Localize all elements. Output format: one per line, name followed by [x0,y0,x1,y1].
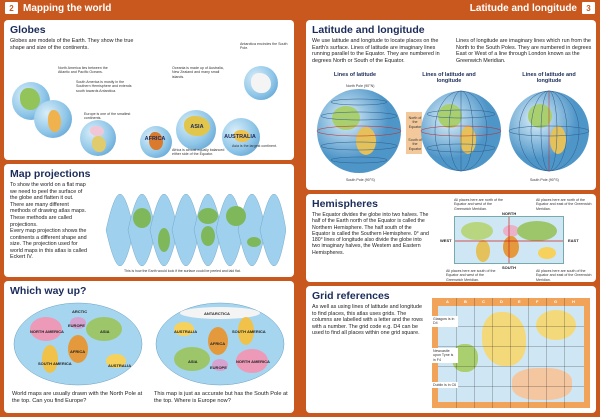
south-pole-label-1: South Pole (90°S) [346,178,375,182]
whichway-panel [4,281,294,413]
grid-col-a: A [446,299,449,304]
projections-text-1: To show the world on a flat map we need to peel the surface of the globe and flatten it out. There are many different methods of drawing atlas maps. These methods are called projections. [10,182,87,228]
grid-col-h: H [572,299,575,304]
gridref-panel [306,286,596,413]
map2-label-australia: AUSTRALIA [174,329,198,334]
globe-europe [80,120,116,156]
projections-text-2: Every map projection shows the continents a different shape and size. The projection used for world maps in this atlas is called Eckert IV. [10,228,87,261]
grid-note-newcastle: Newcastle upon Tyne is in F4 [432,348,458,363]
grid-col-g: G [554,299,558,304]
grid-map-land-europe [512,368,572,400]
hemi-sw-note: All places here are south of the Equator and west of the Greenwich Meridian. [446,269,496,282]
right-header-title: Latitude and longitude [469,2,577,14]
gridref-title: Grid references [312,290,390,302]
left-header [0,0,300,16]
whichway-text-1: World maps are usually drawn with the North Pole at the top. Can you find Europe? [12,391,143,404]
peeled-globe-map [104,194,286,266]
hemi-south-label: SOUTH [502,265,516,270]
peeled-globe-svg [104,194,286,266]
grid-col-c: C [482,299,485,304]
projections-caption: This is how the Earth would look if the surface could be peeled and laid flat. [124,269,241,273]
globes-panel [4,20,294,160]
hemi-east-label: EAST [568,238,579,243]
south-of-equator: South of the Equator [408,138,422,151]
globe-latitude [314,86,404,176]
grid-col-b: B [464,299,467,304]
grid-note-dublin: Dublin is in C6 [433,383,457,387]
globe-asia [176,110,216,150]
hemispheres-map [454,216,564,264]
globe-antarctica [244,66,278,100]
left-page-number: 2 [5,2,18,14]
grid-col-e: E [518,299,521,304]
grid-map-land-gb [482,312,526,366]
hemi-north-label: NORTH [502,211,517,216]
map1-label-europe: EUROPE [68,323,85,328]
label-lines-of-latitude: Lines of latitude [333,72,377,78]
map1-label-south-america: SOUTH AMERICA [38,361,72,366]
map2-label-europe: EUROPE [210,365,227,370]
left-header-title: Mapping the world [23,2,112,14]
whichway-text-2: This map is just as accurate but has the South Pole at the top. Where is Europe now? [154,391,288,404]
north-of-equator: North of the Equator [408,116,422,129]
caption-antarctica: Antarctica encircles the South Pole. [240,42,288,51]
caption-africa: Africa is almost equally balanced either side of the Equator. [172,148,225,157]
hemi-west-label: WEST [440,238,452,243]
caption-north-america: North America lies between the Atlantic and Pacific Oceans. [58,66,108,75]
map2-label-africa: AFRICA [210,341,226,346]
right-header [300,0,600,16]
label-australia: AUSTRALIA [224,134,256,140]
north-pole-label-1: North Pole (90°N) [346,84,375,88]
latlong-text-1: We use latitude and longitude to locate places on the Earth's surface. Lines of latitude are imaginary lines running parallel to the Equator. They are numbered in degrees North or South of the Equator. [312,38,440,64]
map2-label-antarctica: ANTARCTICA [204,311,230,316]
map2-label-north-america: NORTH AMERICA [236,359,270,364]
grid-col-f: F [536,299,539,304]
latlong-panel [306,20,596,190]
label-lat-and-long-1: Lines of latitude and longitude [422,72,476,84]
map1-label-arctic: ARCTIC [72,309,88,314]
globe-south-america [34,100,72,138]
caption-asia: Asia is the largest continent. [232,144,277,148]
globes-title: Globes [10,24,46,36]
hemispheres-title: Hemispheres [312,198,378,210]
map1-label-africa: AFRICA [70,349,86,354]
projections-title: Map projections [10,168,91,180]
globes-intro: Globes are models of the Earth. They show the true shape and size of the continents. [10,38,134,51]
hemispheres-text: The Equator divides the globe into two halves. The half of the Earth north of the Equator is called the Northern Hemisphere. The half south of the Equator is called the Southern Hemisphere. 0° and 180° lines of longitude also divide the globe into two imaginary halves, the Western and Eastern Hemispheres. [312,212,429,256]
map1-label-asia: ASIA [100,329,110,334]
label-lat-and-long-2: Lines of latitude and longitude [522,72,576,84]
map1-label-north-america: NORTH AMERICA [30,329,64,334]
hemi-ne-note: All places here are north of the Equator and east of the Greenwich Meridian. [536,198,592,211]
map2-label-south-america: SOUTH AMERICA [232,329,266,334]
projections-panel [4,164,294,277]
map2-label-asia: ASIA [188,359,198,364]
label-africa: AFRICA [144,136,166,142]
grid-col-d: D [500,299,503,304]
latlong-title: Latitude and longitude [312,24,425,36]
gridref-text: As well as using lines of latitude and longitude to find places, this atlas uses grids. The columns are labelled with a letter and the rows with a number. The grid code e.g. D4 can be used to find all places within one grid square. [312,304,423,337]
label-asia: ASIA [190,124,204,130]
hemispheres-map-svg [455,217,564,264]
caption-europe: Europe is one of the smallest continents. [84,112,131,121]
globe-lat-long [420,86,502,176]
hemi-se-note: All places here are south of the Equator and east of the Greenwich Meridian. [536,269,592,282]
whichway-title: Which way up? [10,285,87,297]
grid-map-land-scandinavia [536,310,576,340]
grid-note-glasgow: Glasgow is in D4 [432,316,458,327]
caption-south-america: South America is mostly in the Southern Hemisphere and extends south towards Antarctica. [76,80,132,93]
globe-africa [140,126,172,158]
right-page-number: 3 [582,2,595,14]
hemispheres-panel [306,194,596,282]
caption-oceania: Oceania is made up of Australia, New Zealand and many small islands. [172,66,224,79]
globe-longitude [508,86,590,176]
hemi-nw-note: All places here are north of the Equator and west of the Greenwich Meridian. [454,198,503,211]
map1-label-australia: AUSTRALIA [108,363,132,368]
south-pole-label-2: South Pole (90°S) [530,178,559,182]
latlong-text-2: Lines of longitude are imaginary lines which run from the North to the South Poles. They are numbered in degrees East or West of a line through London known as the Greenwich Meridian. [456,38,592,64]
